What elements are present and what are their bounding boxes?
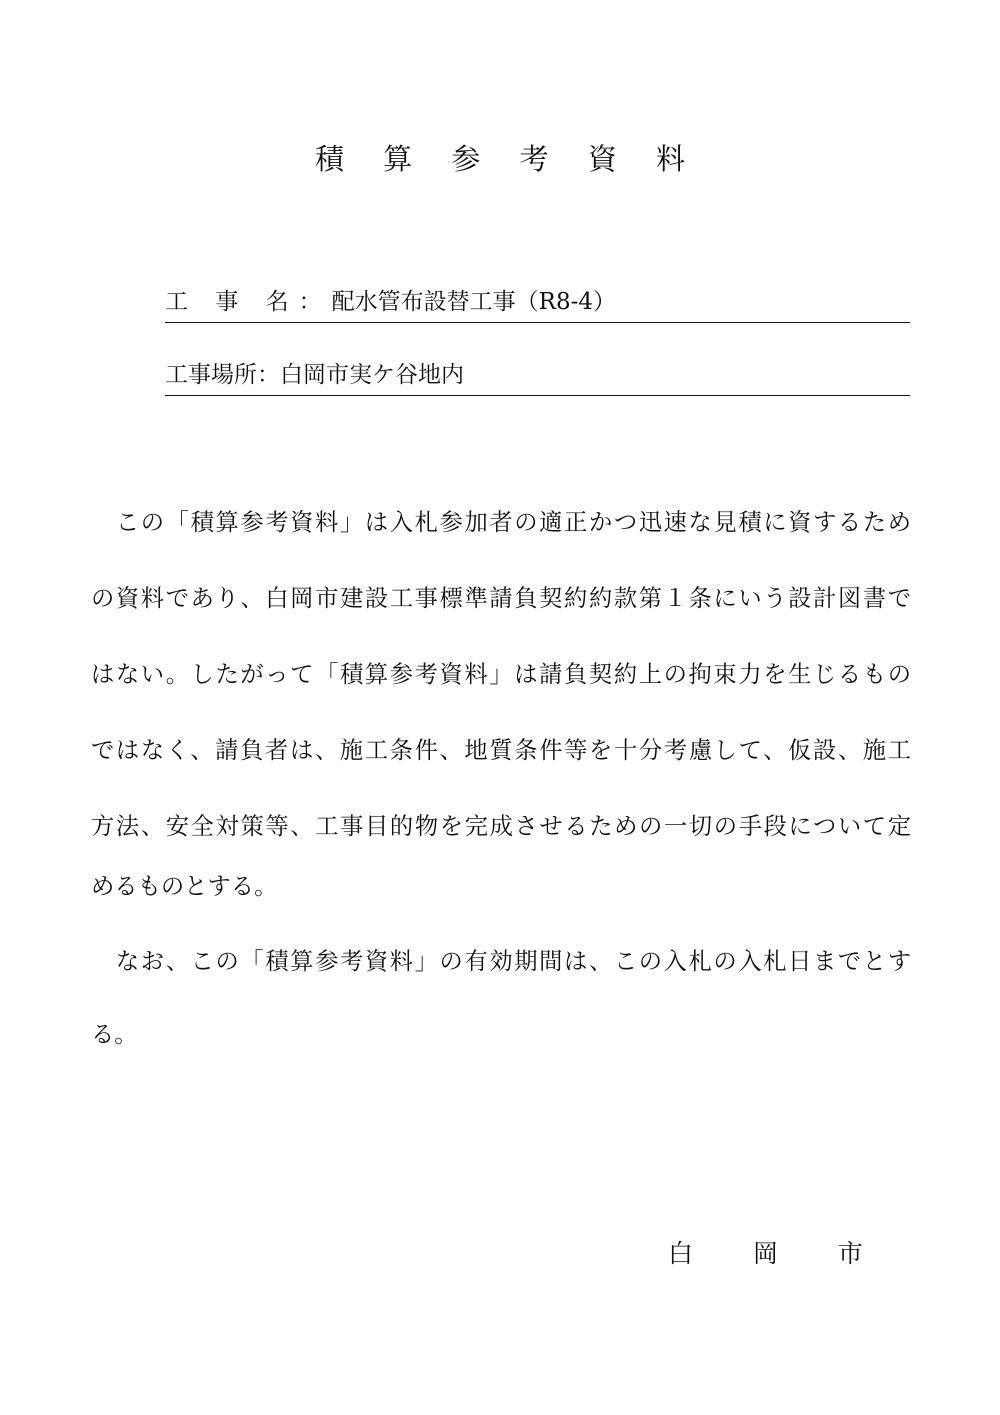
project-location-field xyxy=(165,355,910,396)
project-name-field xyxy=(165,282,910,323)
paragraph1-line: ではなく、請負者は、施工条件、地質条件等を十分考慮して、仮設、施工 xyxy=(91,737,911,764)
project-location-value: 白岡市実ケ谷地内 xyxy=(280,362,464,388)
paragraph1-line: の資料であり、白岡市建設工事標準請負契約約款第１条にいう設計図書で xyxy=(91,585,911,612)
paragraph1-line: めるものとする。 xyxy=(91,873,278,900)
paragraph1-line: この「積算参考資料」は入札参加者の適正かつ迅速な見積に資するため xyxy=(91,509,911,536)
project-location-label: 工事場所： xyxy=(165,362,280,388)
paragraph2-line: る。 xyxy=(91,1021,138,1048)
document-title: 積 算 参 考 資 料 xyxy=(314,142,701,176)
paragraph2-line: なお、この「積算参考資料」の有効期間は、この入札の入札日までとす xyxy=(91,948,911,975)
project-name-label: 工 事 名： xyxy=(165,289,332,315)
project-name-value: 配水管布設替工事（R8-4） xyxy=(331,289,616,315)
issuer-name: 白 岡 市 xyxy=(668,1239,889,1268)
paragraph1-line: はない。したがって「積算参考資料」は請負契約上の拘束力を生じるもの xyxy=(91,661,911,688)
paragraph1-line: 方法、安全対策等、工事目的物を完成させるための一切の手段について定 xyxy=(91,813,911,840)
